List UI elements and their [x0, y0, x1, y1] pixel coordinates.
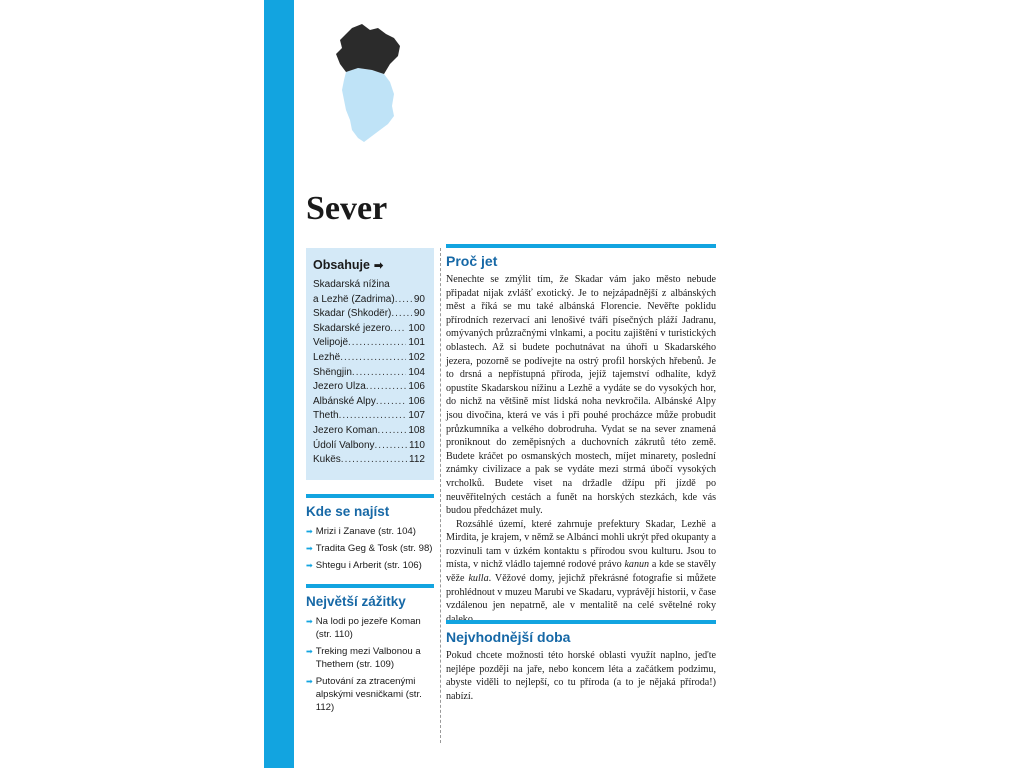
toc-page-number: 108 [408, 424, 425, 436]
best-time-paragraph: Pokud chcete možnosti této horské oblasti využít naplno, jeďte nejlépe později na jaře, nebo koncem léta a začátkem podzimu, abyste viděli to nejlepší, co tu příroda (a to je nějaká příroda!) nabízí. [446, 650, 716, 702]
toc-item[interactable] [313, 380, 425, 395]
arrow-bullet-icon: ➡ [306, 617, 313, 626]
term-kanun: kanun [624, 559, 650, 571]
toc-item-label: Jezero Ulza [313, 381, 366, 393]
list-item [306, 615, 434, 641]
toc-page-number: 110 [409, 439, 425, 451]
why-go-heading: Proč jet [446, 253, 498, 269]
list-item [306, 645, 434, 671]
list-item-text: Shtegu i Arberit (str. 106) [315, 560, 422, 571]
north-region-highlight [336, 24, 400, 74]
toc-item-label: Skadarská nížina [313, 279, 390, 290]
contents-panel [306, 248, 434, 480]
paragraph-text: . Věžové domy, jejichž překrásné fotografie si můžete prohlédnout v muzeu Marubi ve Skadaru, vyprávějí historii, v čase vzdálenou jen nepatrně, ale v mentalitě na celé světelné roky [446, 573, 716, 612]
toc-item[interactable] [313, 351, 425, 366]
section-rule [306, 584, 434, 588]
toc-leader-dots [395, 293, 412, 308]
toc-page-number: 112 [409, 454, 425, 466]
toc-leader-dots [340, 351, 406, 366]
column-divider [440, 248, 441, 743]
section-rule [446, 244, 716, 248]
list-item-text: Mrizi i Zanave (str. 104) [315, 526, 416, 537]
toc-page-number: 106 [408, 381, 425, 393]
contents-heading-text: Obsahuje [313, 258, 370, 272]
page-title: Sever [306, 190, 388, 227]
toc-item-label: Albánské Alpy [313, 395, 376, 407]
toc-page-number: 102 [408, 351, 425, 363]
albania-locator-map [328, 20, 408, 144]
toc-item[interactable] [313, 307, 425, 322]
best-time-section [446, 620, 716, 703]
toc-page-number: 101 [408, 337, 425, 349]
highlights-list [306, 615, 434, 714]
arrow-right-icon: ➡ [373, 259, 384, 272]
toc-item-label: Theth [313, 410, 339, 422]
toc-page-number: 106 [408, 395, 425, 407]
toc-leader-dots [352, 366, 406, 381]
toc-leader-dots [375, 439, 408, 454]
list-item-text: Putování za ztracenými alpskými vesničkami (str. 112) [315, 676, 422, 713]
term-kulla: kulla [468, 573, 489, 585]
toc-page-number: 100 [408, 322, 425, 334]
toc-page-number: 90 [413, 293, 425, 305]
section-rule [306, 494, 434, 498]
toc-item-label: Údolí Valbony [313, 439, 375, 451]
arrow-bullet-icon: ➡ [306, 561, 313, 570]
where-to-eat-heading: Kde se najíst [306, 504, 390, 519]
highlights-heading: Největší zážitky [306, 594, 406, 609]
arrow-bullet-icon: ➡ [306, 647, 313, 656]
best-time-heading: Nejvhodnější doba [446, 629, 571, 645]
arrow-bullet-icon: ➡ [306, 527, 313, 536]
toc-page-number: 90 [413, 308, 425, 320]
toc-leader-dots [390, 322, 406, 337]
why-go-section [446, 244, 716, 626]
toc-item-label: Shëngjin [313, 366, 352, 378]
list-item-text: Treking mezi Valbonou a Thethem (str. 109) [315, 646, 421, 670]
list-item-text: Tradita Geg & Tosk (str. 98) [315, 543, 433, 554]
arrow-bullet-icon: ➡ [306, 677, 313, 686]
toc-item-label: a Lezhë (Zadrima) [313, 293, 395, 305]
list-item [306, 559, 434, 572]
list-item [306, 542, 434, 555]
toc-leader-dots [377, 424, 406, 439]
toc-leader-dots [376, 395, 406, 410]
toc-item[interactable] [313, 395, 425, 410]
paragraph-text: Rozsáhlé území, které zahrnuje prefektury Skadar, Lezhë a Mirdita, je krajem, v němž se Albánci mohli ukrýt před okupanty a rozvinuli tam v úzkém kontaktu s přírodou svou kulturu. Jsou to místa, v nichž vládlo tajemné rodové právo [446, 518, 716, 571]
toc-item[interactable] [313, 439, 425, 454]
toc-item-label: Kukës [313, 454, 341, 466]
highlights-section [306, 584, 434, 718]
toc-item-label: Lezhë [313, 351, 341, 363]
toc-item-label: Skadarské jezero [313, 322, 391, 334]
toc-item[interactable] [313, 409, 425, 424]
list-item [306, 525, 434, 538]
toc-item[interactable] [313, 453, 425, 468]
where-to-eat-section [306, 494, 434, 576]
where-to-eat-list [306, 525, 434, 572]
toc-item-label: Velipojë [313, 337, 349, 349]
toc-leader-dots [366, 380, 407, 395]
albania-country-shape [342, 68, 394, 142]
toc-item-label: Skadar (Shkodër) [313, 308, 392, 320]
section-rule [446, 620, 716, 624]
blue-side-bar [264, 0, 294, 768]
toc-item[interactable] [313, 366, 425, 381]
toc-item[interactable] [313, 322, 425, 337]
toc-leader-dots [391, 307, 412, 322]
list-item-text: Na lodi po jezeře Koman (str. 110) [315, 616, 421, 640]
toc-page-number: 104 [408, 366, 425, 378]
list-item [306, 675, 434, 714]
toc-item[interactable] [313, 336, 425, 351]
paragraph-text: a kde se stavěly věže [446, 559, 716, 585]
contents-heading [313, 258, 434, 272]
toc-leader-dots [339, 409, 407, 424]
toc-item[interactable] [313, 278, 425, 307]
toc-item[interactable] [313, 424, 425, 439]
toc-page-number: 107 [408, 410, 425, 422]
arrow-bullet-icon: ➡ [306, 544, 313, 553]
toc-leader-dots [341, 453, 407, 468]
why-go-paragraph [446, 518, 716, 627]
why-go-paragraph: Nenechte se zmýlit tím, že Skadar vám jako město nebude připadat nijak zvlášť exotický. Je to nejzápadnější z albánských měst a říká se mu také albánská Florencie. Nevěřte poklidu přírodních rezervací ani lenošivé tváři písečných pláží Jadranu, omývaných průzračnými vlnkami, a pocitu zajištění v turistických oblastech. Až si budete pochutnávat na úhoři u Skadarského jezera, pozorně se podívejte na ostrý profil horských hřebenů. Je to drsná a nepřístupná příroda, jejíž tajemství odhalíte, když opustíte Skadarskou nížinu a Lezhë a vydáte se do vysokých hor, do nichž na většině míst lidská noha nevkročila. Albánské Alpy jsou divočina, která ve vás i při pouhé procházce může probudit průzkumníka a velkého dobrodruha. Vydat se na sever znamená proniknout do zeměpisných a duchovních zákrutů této země. Budete kráčet po osmanských mostech, míjet minarety, poslední známky civilizace a pak se vydáte mezi strmá úbočí vysokých vrcholků. Budete viset na držadle džípu při jízdě po neuvěřitelných cestách a funět na horských stezkách, kde vás budou předcházet muly. [446, 274, 716, 517]
toc-item-label: Jezero Koman [313, 424, 378, 436]
toc-leader-dots [348, 336, 406, 351]
